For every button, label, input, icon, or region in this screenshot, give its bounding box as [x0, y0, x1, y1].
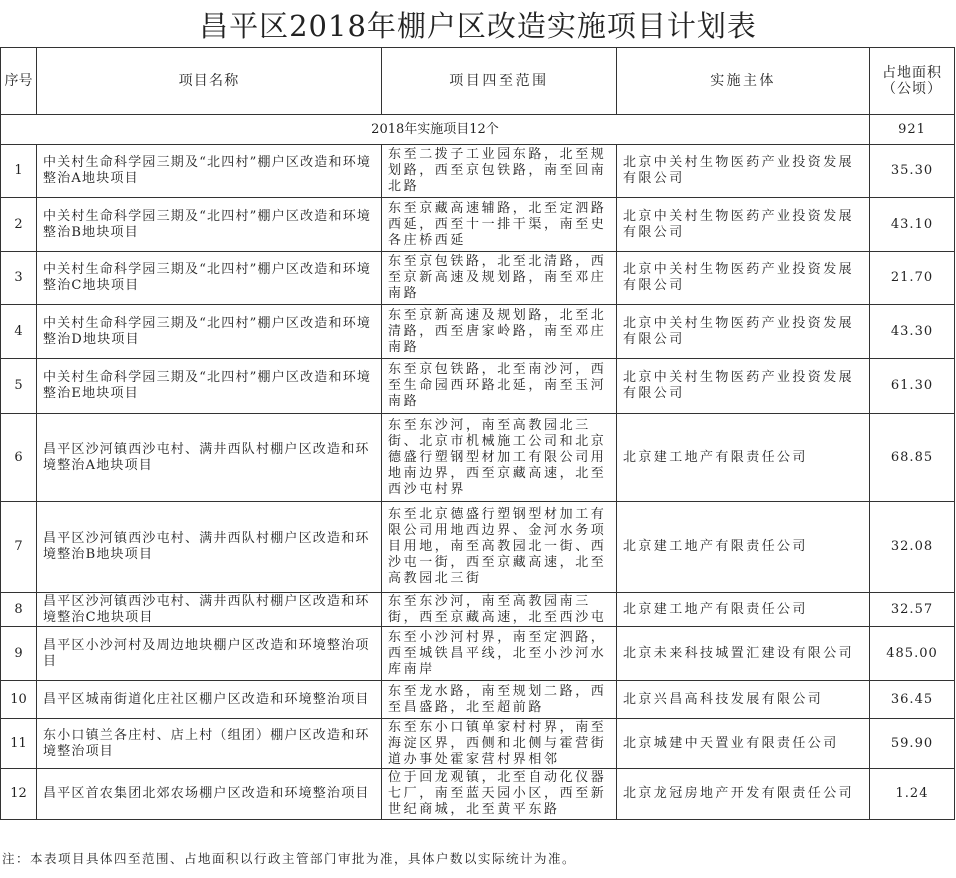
area-cell: 32.57: [870, 593, 955, 627]
table-row: [1, 719, 955, 769]
seq-cell: 8: [1, 593, 37, 627]
seq-cell: 6: [1, 414, 37, 502]
project-range-cell: 东至东小口镇单家村村界，南至海淀区界，西侧和北侧与霍营街道办事处霍家营村界相邻: [382, 719, 617, 769]
seq-cell: 2: [1, 198, 37, 252]
project-range-cell: 东至京藏高速辅路，北至定泗路西延，西至十一排干渠，南至史各庄桥西延: [382, 198, 617, 252]
entity-cell: 北京城建中天置业有限责任公司: [617, 719, 870, 769]
summary-label: 2018年实施项目12个: [1, 115, 870, 145]
footnote: 注：本表项目具体四至范围、占地面积以行政主管部门审批为准，具体户数以实际统计为准。: [2, 851, 577, 866]
project-range-cell: 东至东沙河，南至高教园南三街，西至京藏高速，北至西沙屯: [382, 593, 617, 627]
table-row: [1, 681, 955, 719]
table-row: [1, 414, 955, 502]
seq-cell: 3: [1, 252, 37, 305]
entity-cell: 北京建工地产有限责任公司: [617, 502, 870, 593]
seq-cell: 5: [1, 359, 37, 414]
table-header-row: [1, 48, 955, 115]
area-cell: 1.24: [870, 769, 955, 820]
project-range-cell: 东至北京德盛行塑钢型材加工有限公司用地西边界、金河水务项目用地，南至高教园北一街、西沙屯一街，西至京藏高速，北至高教园北三街: [382, 502, 617, 593]
project-name-cell: 中关村生命科学园三期及“北四村”棚户区改造和环境整治A地块项目: [37, 145, 382, 198]
project-name-cell: 昌平区城南街道化庄社区棚户区改造和环境整治项目: [37, 681, 382, 719]
area-cell: 21.70: [870, 252, 955, 305]
entity-cell: 北京中关村生物医药产业投资发展有限公司: [617, 145, 870, 198]
area-cell: 61.30: [870, 359, 955, 414]
page-title: 昌平区2018年棚户区改造实施项目计划表: [199, 9, 757, 43]
table-row: [1, 359, 955, 414]
project-name-cell: 中关村生命科学园三期及“北四村”棚户区改造和环境整治B地块项目: [37, 198, 382, 252]
summary-row: [1, 115, 955, 145]
table-row: [1, 593, 955, 627]
table-row: [1, 252, 955, 305]
header-seq: 序号: [1, 48, 37, 115]
project-range-cell: 东至二拨子工业园东路，北至规划路，西至京包铁路，南至回南北路: [382, 145, 617, 198]
entity-cell: 北京中关村生物医药产业投资发展有限公司: [617, 252, 870, 305]
entity-cell: 北京中关村生物医药产业投资发展有限公司: [617, 198, 870, 252]
area-cell: 43.10: [870, 198, 955, 252]
project-range-cell: 东至京新高速及规划路，北至北清路，西至唐家岭路，南至邓庄南路: [382, 305, 617, 359]
table-row: [1, 627, 955, 681]
entity-cell: 北京兴昌高科技发展有限公司: [617, 681, 870, 719]
project-range-cell: 东至龙水路，南至规划二路，西至昌盛路，北至超前路: [382, 681, 617, 719]
area-cell: 32.08: [870, 502, 955, 593]
seq-cell: 11: [1, 719, 37, 769]
header-entity: 实施主体: [617, 48, 870, 115]
project-name-cell: 昌平区沙河镇西沙屯村、满井西队村棚户区改造和环境整治C地块项目: [37, 593, 382, 627]
project-name-cell: 昌平区小沙河村及周边地块棚户区改造和环境整治项目: [37, 627, 382, 681]
header-range: 项目四至范围: [382, 48, 617, 115]
header-name: 项目名称: [37, 48, 382, 115]
table-row: [1, 145, 955, 198]
seq-cell: 1: [1, 145, 37, 198]
project-name-cell: 东小口镇兰各庄村、店上村（组团）棚户区改造和环境整治项目: [37, 719, 382, 769]
area-cell: 485.00: [870, 627, 955, 681]
project-range-cell: 位于回龙观镇，北至自动化仪器七厂，南至蓝天园小区，西至新世纪商城，北至黄平东路: [382, 769, 617, 820]
seq-cell: 4: [1, 305, 37, 359]
project-name-cell: 昌平区沙河镇西沙屯村、满井西队村棚户区改造和环境整治A地块项目: [37, 414, 382, 502]
area-cell: 43.30: [870, 305, 955, 359]
project-name-cell: 中关村生命科学园三期及“北四村”棚户区改造和环境整治E地块项目: [37, 359, 382, 414]
project-range-cell: 东至小沙河村界，南至定泗路，西至城铁昌平线，北至小沙河水库南岸: [382, 627, 617, 681]
table-row: [1, 305, 955, 359]
entity-cell: 北京建工地产有限责任公司: [617, 593, 870, 627]
project-table: [0, 47, 955, 820]
seq-cell: 10: [1, 681, 37, 719]
project-name-cell: 中关村生命科学园三期及“北四村”棚户区改造和环境整治D地块项目: [37, 305, 382, 359]
project-range-cell: 东至东沙河，南至高教园北三街、北京市机械施工公司和北京德盛行塑钢型材加工有限公司用地南边界，西至京藏高速，北至西沙屯村界: [382, 414, 617, 502]
area-cell: 68.85: [870, 414, 955, 502]
header-area: 占地面积（公顷）: [870, 48, 955, 115]
seq-cell: 12: [1, 769, 37, 820]
area-cell: 59.90: [870, 719, 955, 769]
area-cell: 36.45: [870, 681, 955, 719]
seq-cell: 7: [1, 502, 37, 593]
project-name-cell: 中关村生命科学园三期及“北四村”棚户区改造和环境整治C地块项目: [37, 252, 382, 305]
project-range-cell: 东至京包铁路，北至北清路，西至京新高速及规划路，南至邓庄南路: [382, 252, 617, 305]
entity-cell: 北京龙冠房地产开发有限责任公司: [617, 769, 870, 820]
project-range-cell: 东至京包铁路，北至南沙河，西至生命园西环路北延，南至玉河南路: [382, 359, 617, 414]
area-cell: 35.30: [870, 145, 955, 198]
entity-cell: 北京中关村生物医药产业投资发展有限公司: [617, 305, 870, 359]
table-row: [1, 769, 955, 820]
entity-cell: 北京中关村生物医药产业投资发展有限公司: [617, 359, 870, 414]
table-row: [1, 502, 955, 593]
entity-cell: 北京建工地产有限责任公司: [617, 414, 870, 502]
project-name-cell: 昌平区首农集团北郊农场棚户区改造和环境整治项目: [37, 769, 382, 820]
entity-cell: 北京未来科技城置汇建设有限公司: [617, 627, 870, 681]
summary-area: 921: [870, 115, 955, 145]
seq-cell: 9: [1, 627, 37, 681]
project-name-cell: 昌平区沙河镇西沙屯村、满井西队村棚户区改造和环境整治B地块项目: [37, 502, 382, 593]
table-row: [1, 198, 955, 252]
